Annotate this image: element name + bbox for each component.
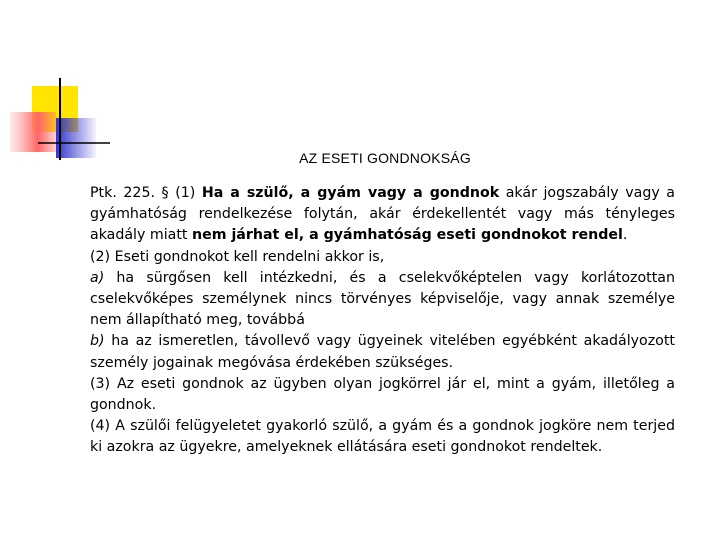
paragraph-1-bold-subject: Ha a szülő, a gyám vagy a gondnok	[201, 185, 500, 201]
decorative-corner-graphic	[0, 0, 110, 170]
paragraph-4-text: ha az ismeretlen, távollevő vagy ügyeinek vitelében egyébként akadályozott személy jogainak megóvása érdekében szükséges.	[90, 333, 675, 371]
red-square	[10, 112, 56, 152]
document-body	[90, 183, 675, 459]
paragraph-1-middle: akár jogszabály vagy a gyámhatóság rendelkezése folytán, akár érdekellentét vagy más tényleges akadály miatt	[90, 185, 675, 244]
blue-square	[56, 118, 96, 158]
paragraph-5: (3) Az eseti gondnok az ügyben olyan jogkörrel jár el, mint a gyám, illetőleg a gondnok.	[90, 375, 675, 414]
paragraph-6: (4) A szülői felügyeletet gyakorló szülő, a gyám és a gondnok jogköre nem terjed ki azokra az ügyekre, amelyeknek ellátására eseti gondnokot rendeltek.	[90, 418, 675, 456]
paragraph-3	[90, 268, 675, 332]
paragraph-1-end: .	[622, 227, 628, 244]
paragraph-3-text: ha sürgősen kell intézkedni, és a cselekvőképtelen vagy korlátozottan cselekvőképes személynek nincs törvényes képviselője, vagy annak személye nem állapítható meg, továbbá	[90, 269, 675, 329]
paragraph-4-marker: b)	[90, 333, 105, 350]
paragraph-2: (2) Eseti gondnokot kell rendelni akkor is,	[90, 248, 385, 265]
paragraph-1	[90, 183, 675, 247]
paragraph-3-marker: a)	[90, 269, 105, 286]
page-title: AZ ESETI GONDNOKSÁG	[299, 150, 471, 166]
paragraph-1-lead: Ptk. 225. § (1)	[90, 185, 202, 201]
paragraph-1-bold-rule: nem járhat el, a gyámhatóság eseti gondnokot rendel	[192, 227, 623, 244]
paragraph-4	[90, 331, 675, 373]
